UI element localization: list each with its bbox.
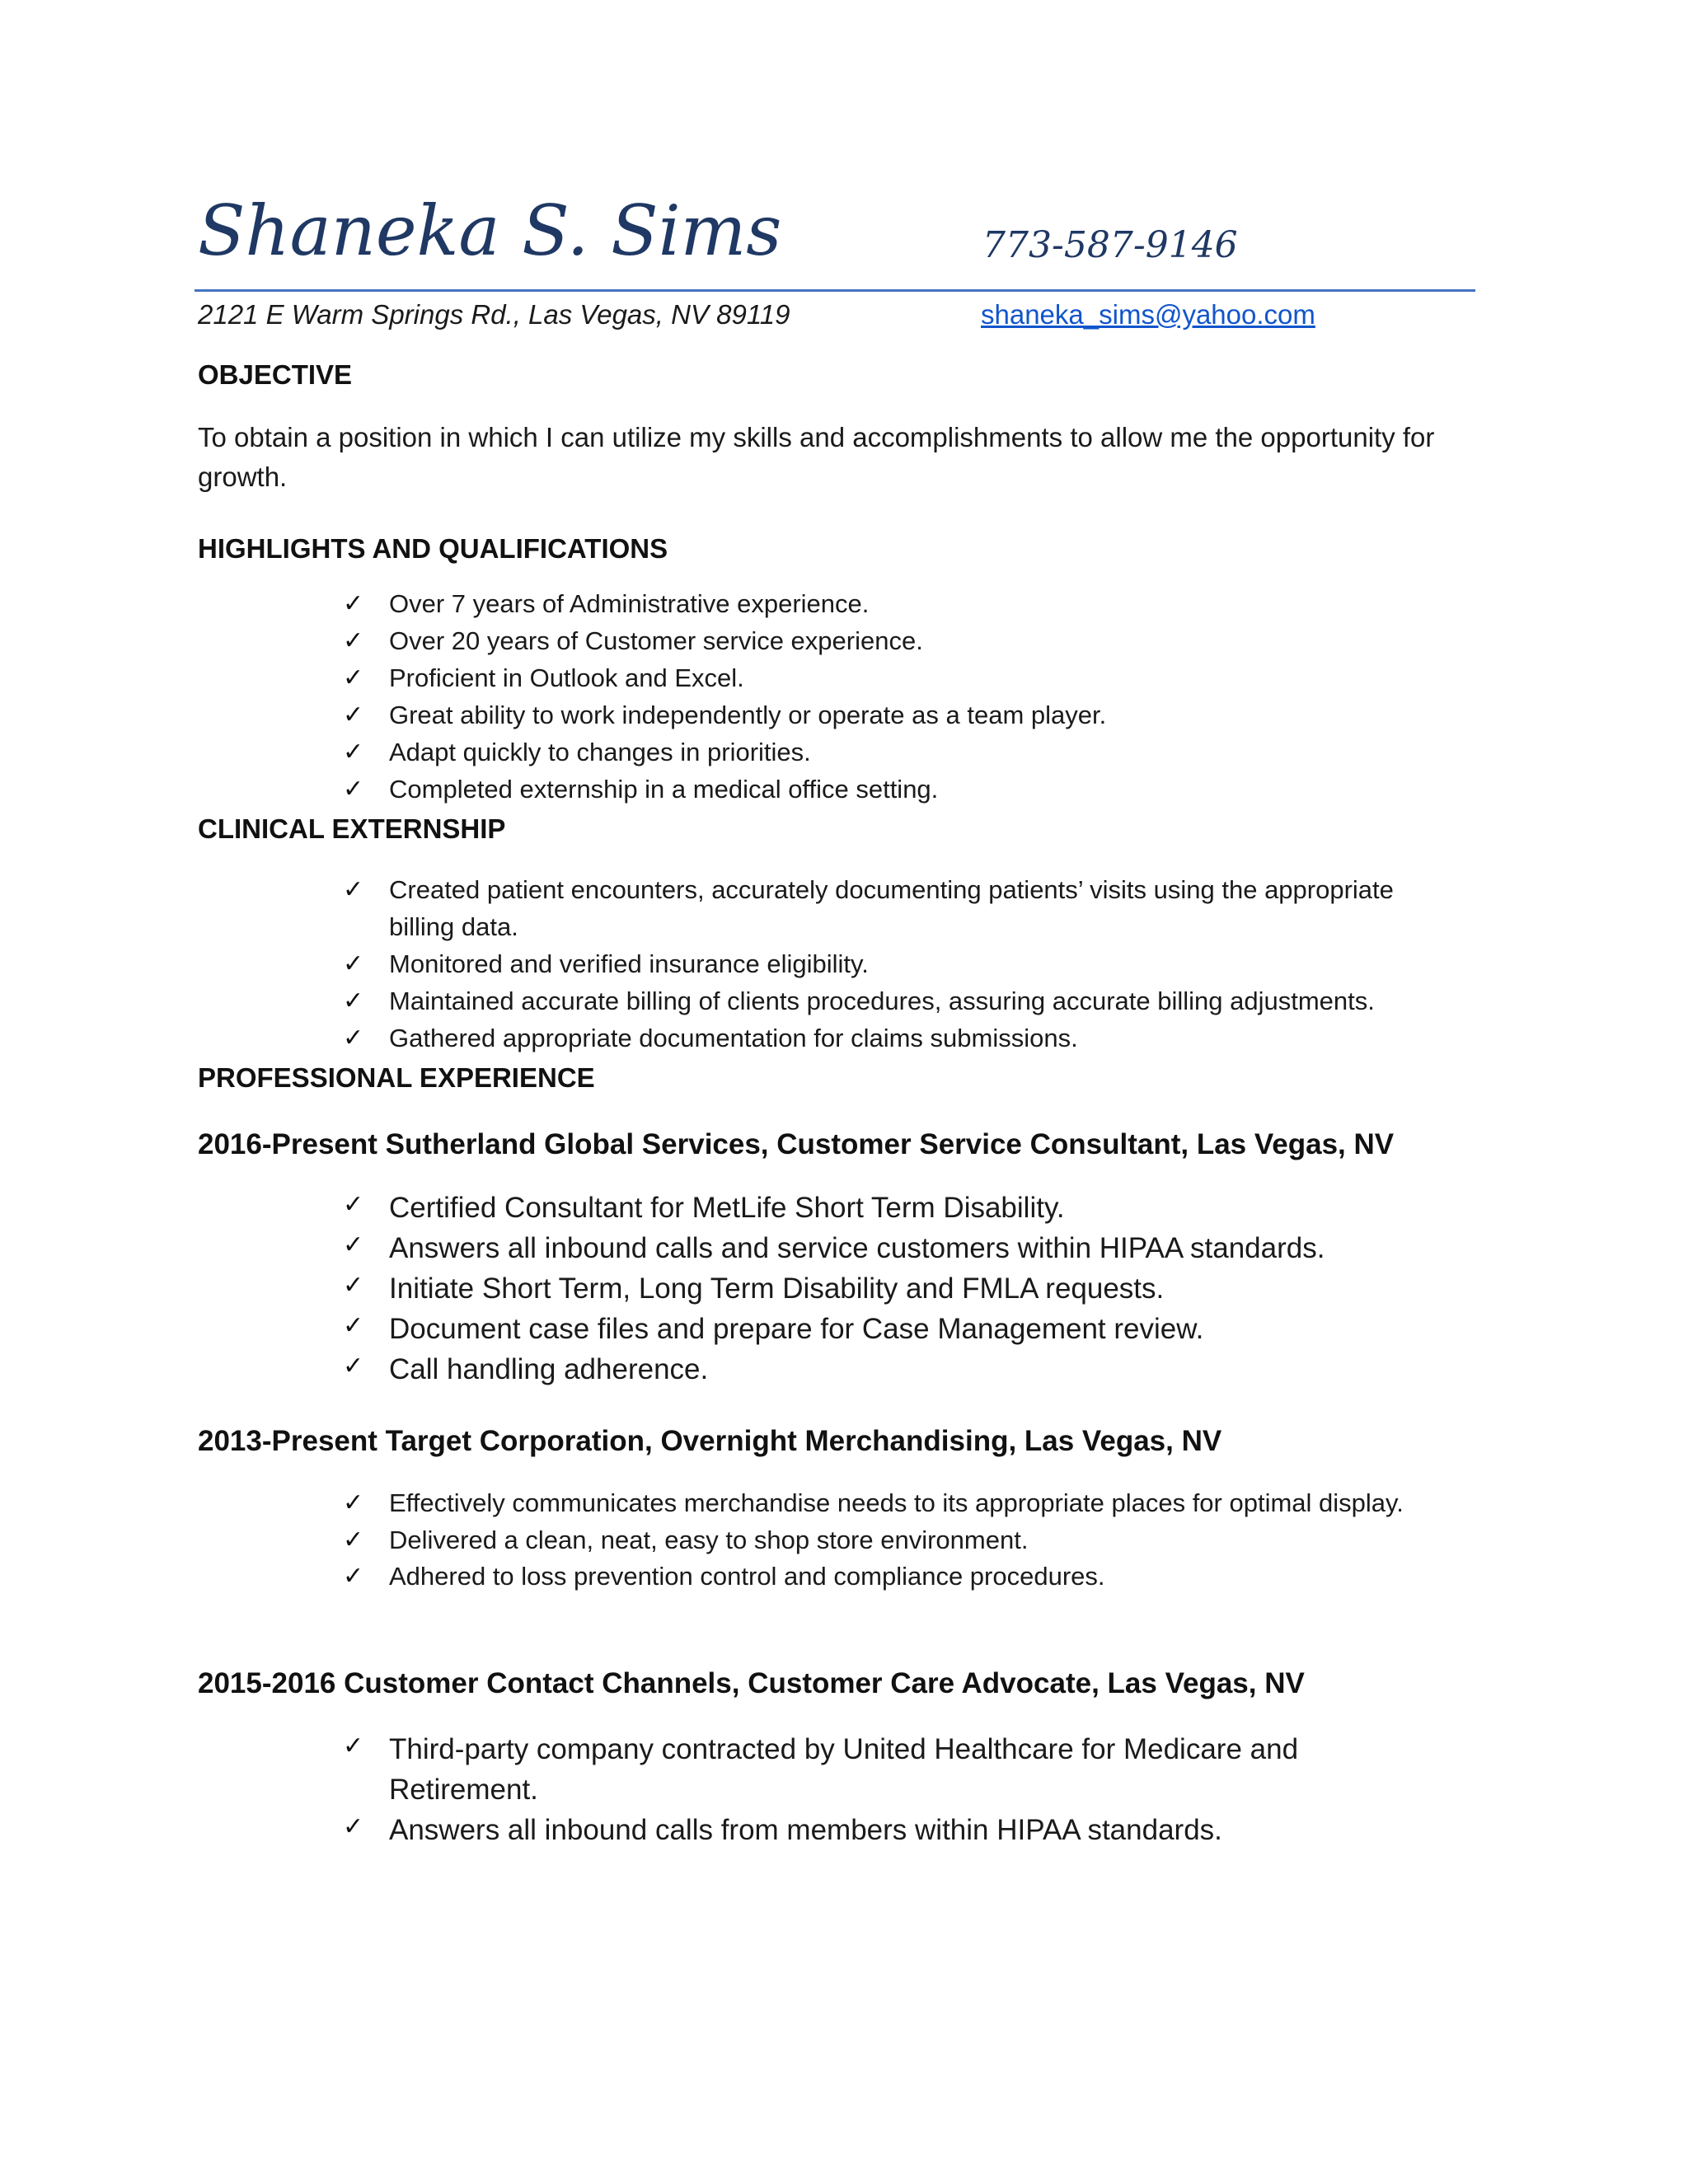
list-item: ✓ Adapt quickly to changes in priorities. — [343, 734, 1484, 771]
check-icon: ✓ — [343, 626, 364, 656]
check-icon: ✓ — [343, 1731, 364, 1760]
job-employer-role: Customer Contact Channels, Customer Care Advocate, Las Vegas, NV — [344, 1667, 1305, 1700]
check-icon: ✓ — [343, 1230, 364, 1260]
list-item: ✓ Maintained accurate billing of clients procedures, assuring accurate billing adjustments. — [343, 983, 1484, 1020]
job-years: 2013-Present — [198, 1425, 377, 1458]
list-item: ✓ Monitored and verified insurance eligibility. — [343, 946, 1484, 983]
check-icon: ✓ — [343, 874, 364, 904]
list-item: ✓ Answers all inbound calls and service customers within HIPAA standards. — [343, 1228, 1484, 1268]
list-item: ✓ Proficient in Outlook and Excel. — [343, 660, 1484, 697]
objective-heading: OBJECTIVE — [198, 359, 353, 390]
check-icon: ✓ — [343, 1488, 364, 1517]
check-icon: ✓ — [343, 775, 364, 804]
check-icon: ✓ — [343, 701, 364, 730]
job-title-sutherland — [198, 1126, 1484, 1164]
job-years: 2016-Present — [198, 1127, 377, 1160]
check-icon: ✓ — [343, 663, 364, 693]
list-item: ✓ Delivered a clean, neat, easy to shop store environment. — [343, 1522, 1484, 1559]
list-item: ✓ Certified Consultant for MetLife Short Term Disability. — [343, 1188, 1484, 1228]
highlights-heading: HIGHLIGHTS AND QUALIFICATIONS — [198, 532, 668, 564]
list-item: ✓ Great ability to work independently or operate as a team player. — [343, 697, 1484, 734]
list-item: ✓ Over 7 years of Administrative experience. — [343, 586, 1484, 623]
list-item: ✓ Over 20 years of Customer service experience. — [343, 623, 1484, 660]
check-icon: ✓ — [343, 1811, 364, 1841]
list-item: ✓ Adhered to loss prevention control and compliance procedures. — [343, 1558, 1484, 1596]
email-link[interactable]: shaneka_sims@yahoo.com — [981, 299, 1315, 330]
list-item: ✓ Initiate Short Term, Long Term Disability and FMLA requests. — [343, 1268, 1484, 1309]
job-title-ccc — [198, 1665, 1484, 1703]
externship-list — [198, 872, 1484, 1057]
list-item: ✓ Third-party company contracted by United Healthcare for Medicare and Retirement. — [343, 1729, 1484, 1810]
check-icon: ✓ — [343, 949, 364, 978]
job-title-target — [198, 1422, 1484, 1460]
list-item: ✓ Gathered appropriate documentation for claims submissions. — [343, 1020, 1484, 1057]
list-item: ✓ Effectively communicates merchandise needs to its appropriate places for optimal display. — [343, 1485, 1484, 1522]
check-icon: ✓ — [343, 1023, 364, 1052]
list-item: ✓ Document case files and prepare for Case Management review. — [343, 1309, 1484, 1349]
check-icon: ✓ — [343, 589, 364, 619]
job-duties-target — [198, 1485, 1484, 1596]
list-item: ✓ Answers all inbound calls from members within HIPAA standards. — [343, 1810, 1484, 1850]
job-duties-sutherland — [198, 1188, 1484, 1390]
check-icon: ✓ — [343, 1311, 364, 1341]
resume-body — [198, 358, 1484, 1850]
street-address: 2121 E Warm Springs Rd., Las Vegas, NV 89119 — [198, 299, 790, 330]
check-icon: ✓ — [343, 986, 364, 1015]
check-icon: ✓ — [343, 1525, 364, 1554]
list-item: ✓ Call handling adherence. — [343, 1349, 1484, 1390]
header-divider — [195, 289, 1475, 292]
phone-number: 773-587-9146 — [982, 224, 1238, 266]
list-item: ✓ Created patient encounters, accurately documenting patients’ visits using the appropriate billing data. — [343, 872, 1484, 946]
job-employer-role: Target Corporation, Overnight Merchandising, Las Vegas, NV — [385, 1425, 1222, 1458]
check-icon: ✓ — [343, 1562, 364, 1591]
list-item: ✓ Completed externship in a medical office setting. — [343, 771, 1484, 808]
job-employer-role: Sutherland Global Services, Customer Service Consultant, Las Vegas, NV — [385, 1127, 1395, 1160]
experience-heading: PROFESSIONAL EXPERIENCE — [198, 1062, 595, 1093]
job-duties-ccc — [198, 1729, 1484, 1850]
externship-heading: CLINICAL EXTERNSHIP — [198, 813, 506, 845]
check-icon: ✓ — [343, 1352, 364, 1381]
job-years: 2015-2016 — [198, 1667, 336, 1700]
check-icon: ✓ — [343, 1271, 364, 1301]
highlights-list — [198, 586, 1484, 808]
objective-text: To obtain a position in which I can utilize my skills and accomplishments to allow me the opportunity for growth. — [198, 421, 1435, 492]
check-icon: ✓ — [343, 738, 364, 767]
candidate-name: Shaneka S. Sims — [198, 190, 782, 271]
check-icon: ✓ — [343, 1190, 364, 1220]
